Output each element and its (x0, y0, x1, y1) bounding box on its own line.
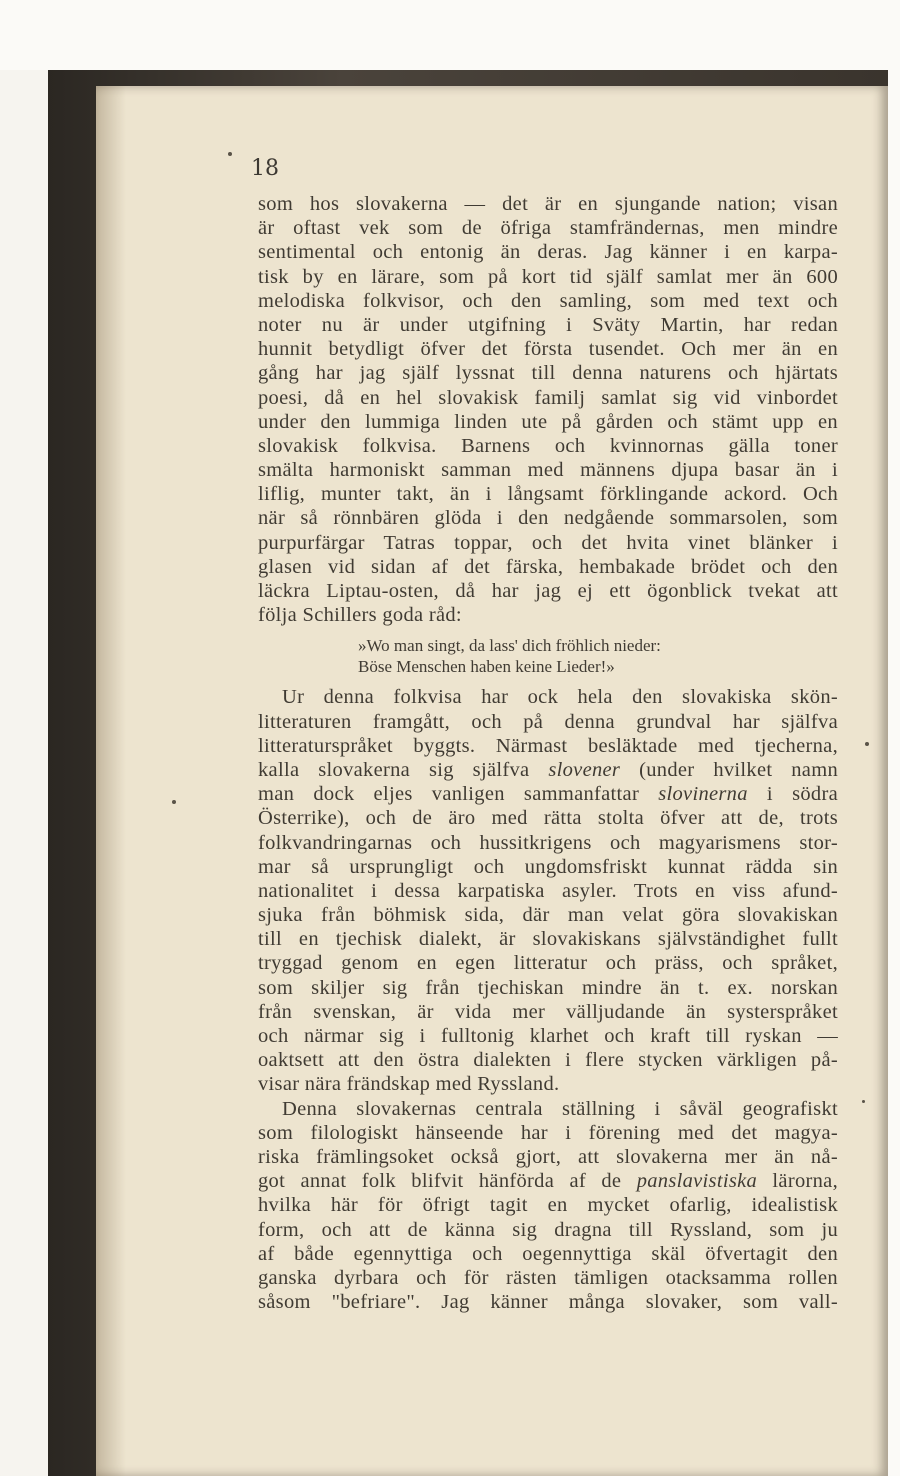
text-segment: i södra (747, 783, 838, 806)
italic-term: slovinerna (658, 783, 748, 806)
text-segment: kalla slovakerna sig själfva (258, 758, 549, 781)
text-line: liflig, munter takt, än i långsamt förklingande ackord. Och (258, 483, 838, 506)
text-line: noter nu är under utgifning i Sväty Martin, har redan (258, 313, 838, 336)
text-line: som skiljer sig från tjechiskan mindre än t. ex. norskan (258, 976, 838, 999)
body-text (258, 192, 838, 1314)
text-line: såsom "befriare". Jag känner många slovaker, som vall- (258, 1291, 838, 1314)
text-line: purpurfärgar Tatras toppar, och det hvita vinet blänker i (258, 531, 838, 554)
text-segment: (under hvilket namn (620, 758, 839, 781)
text-line: Ur denna folkvisa har ock hela den slovakiska skön- (282, 686, 838, 709)
paragraph-1 (258, 192, 838, 627)
text-line: hunnit betydligt öfver det första tusendet. Och mer än en (258, 338, 838, 361)
text-line: hvilka här för öfrigt tagit en mycket ofarlig, idealistisk (258, 1194, 838, 1217)
text-line: ganska dyrbara och för rästen tämligen otacksamma rollen (258, 1266, 838, 1289)
text-line: och närmar sig i fulltonig klarhet och kraft till ryskan — (258, 1025, 838, 1047)
text-line: tryggad genom en egen litteratur och präss, och språket, (258, 952, 838, 975)
text-line: sentimental och entonig än deras. Jag känner i en karpa- (258, 241, 838, 264)
stray-mark (862, 1100, 865, 1103)
text-line: form, och att de känna sig dragna till Ryssland, som ju (258, 1218, 838, 1241)
text-line: som filologiskt hänseende har i förening med det magya- (258, 1121, 838, 1144)
text-line: smälta harmoniskt samman med männens djupa basar än i (258, 459, 838, 482)
text-segment: man dock eljes vanligen sammanfattar (258, 783, 659, 806)
scan-background-right (888, 0, 900, 1476)
quote-line: Böse Menschen haben keine Lieder!» (358, 657, 615, 677)
text-line: visar nära frändskap med Ryssland. (258, 1073, 560, 1096)
text-line: poesi, då en hel slovakisk familj samlat sig vid vinbordet (258, 386, 838, 409)
page-gutter-shadow (96, 86, 126, 1476)
text-line: Denna slovakernas centrala ställning i såväl geografiskt (282, 1097, 838, 1120)
text-line: litteraturen framgått, och på denna grundval har själfva (258, 710, 838, 733)
text-line: är oftast vek som de öfriga stamfrändernas, men mindre (258, 217, 838, 240)
text-line: till en tjechisk dialekt, är slovakiskans självständighet fullt (258, 928, 838, 951)
text-line: mar så ursprungligt och ungdomsfriskt kunnat rädda sin (258, 855, 838, 878)
quote-block (258, 635, 838, 677)
spacer (258, 627, 838, 635)
stray-mark (865, 742, 869, 746)
text-line (258, 782, 838, 806)
scan-background-top (0, 0, 900, 70)
text-line: af både egennyttiga och oegennyttiga skäl öfvertagit den (258, 1242, 838, 1265)
text-line (258, 758, 838, 782)
text-line: riska främlingsoket också gjort, att slovakerna mer än nå- (258, 1145, 838, 1168)
text-line: slovakisk folkvisa. Barnens och kvinnornas gälla toner (258, 434, 838, 457)
text-line: sjuka från böhmisk sida, där man velat göra slovakiskan (258, 904, 838, 927)
text-line: när så rönnbären glöda i den nedgående sommarsolen, som (258, 507, 838, 530)
text-line: under den lummiga linden ute på gården och stämt upp en (258, 410, 838, 433)
text-line: tisk by en lärare, som på kort tid själf samlat mer än 600 (258, 265, 838, 288)
spacer (258, 677, 838, 685)
text-segment: lärorna, (757, 1170, 838, 1193)
page-number: 18 (251, 156, 279, 181)
text-line: följa Schillers goda råd: (258, 604, 462, 627)
italic-term: panslavistiska (636, 1170, 758, 1193)
text-line: oaktsett att den östra dialekten i flere stycken värkligen på- (258, 1049, 838, 1072)
text-line: litteraturspråket byggts. Närmast besläktade med tjecherna, (258, 734, 838, 757)
text-line: folkvandringarnas och hussitkrigens och magyarismens stor- (258, 831, 838, 854)
paragraph-3 (258, 1097, 838, 1315)
text-line: som hos slovakerna — det är en sjungande nation; visan (258, 193, 838, 215)
text-line: läckra Liptau-osten, då har jag ej ett ögonblick tvekat att (258, 580, 838, 602)
paragraph-2 (258, 685, 838, 1096)
text-segment: got annat folk blifvit hänförda af de (258, 1170, 637, 1193)
quote-line: »Wo man singt, da lass' dich fröhlich nieder: (358, 636, 661, 656)
stray-mark (228, 152, 232, 156)
stray-mark (172, 800, 176, 804)
text-line (258, 1169, 838, 1193)
italic-term: slovener (548, 758, 621, 781)
text-line: nationalitet i dessa karpatiska asyler. Trots en viss afund- (258, 879, 838, 902)
text-line: melodiska folkvisor, och den samling, som med text och (258, 289, 838, 312)
text-line: Österrike), och de äro med rätta stolta öfver att de, trots (258, 807, 838, 830)
text-line: glasen vid sidan af det färska, hembakade brödet och den (258, 555, 838, 578)
text-line: från svenskan, är vida mer välljudande än systerspråket (258, 1000, 838, 1023)
text-line: gång har jag själf lyssnat till denna naturens och hjärtats (258, 362, 838, 385)
